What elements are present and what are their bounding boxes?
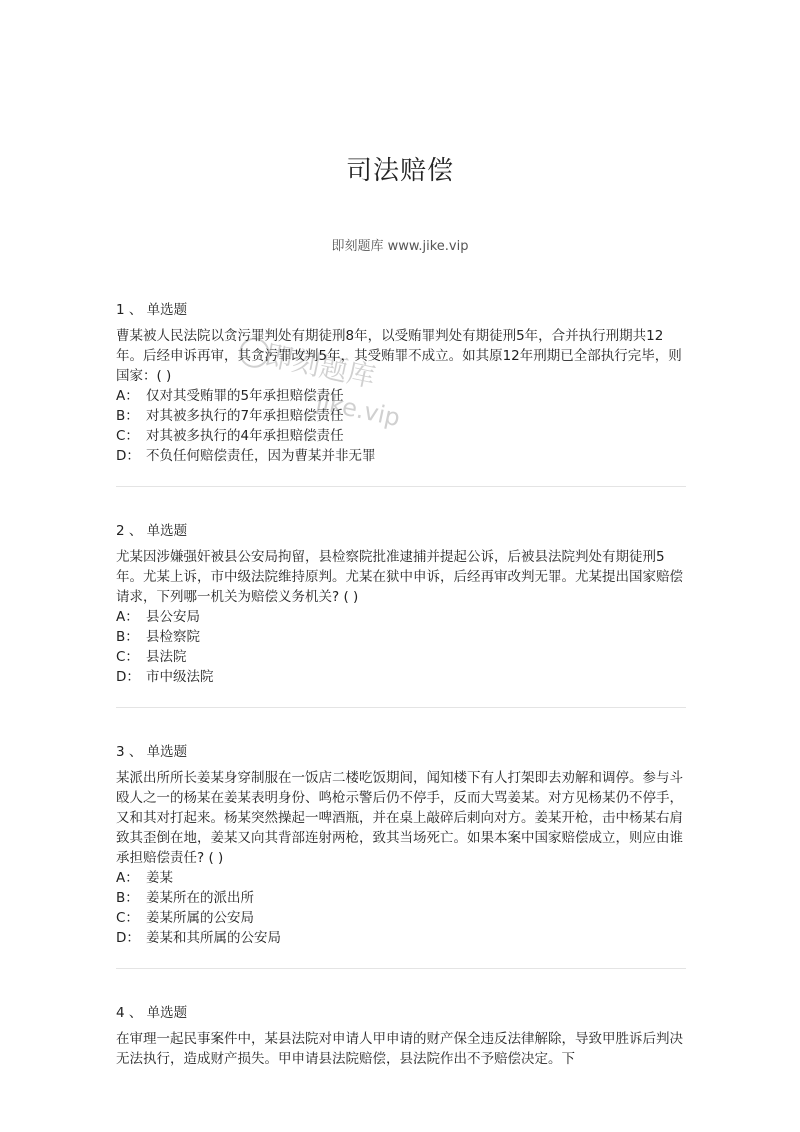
option-letter: B： xyxy=(116,890,139,906)
option-c xyxy=(116,647,686,667)
divider xyxy=(116,707,686,708)
question-text: 某派出所所长姜某身穿制服在一饭店二楼吃饭期间，闻知楼下有人打架即去劝解和调停。参与斗殴人之一的杨某在姜某表明身份、鸣枪示警后仍不停手，反而大骂姜某。对方见杨某仍不停手，又和其对打起来。杨某突然操起一啤酒瓶，并在桌上敲碎后刺向对方。姜某开枪，击中杨某右肩致其歪倒在地，姜某又向其背部连射两枪，致其当场死亡。如果本案中国家赔偿成立，则应由谁承担赔偿责任? ( ) xyxy=(116,770,683,866)
question-list xyxy=(116,300,686,1069)
option-text: 姜某 xyxy=(146,870,173,886)
question-2 xyxy=(116,521,686,687)
option-letter: A： xyxy=(116,388,139,404)
watermark-line2: jike.vip xyxy=(313,387,403,433)
option-text: 仅对其受贿罪的5年承担赔偿责任 xyxy=(146,388,344,404)
divider xyxy=(116,968,686,969)
question-text: 尤某因涉嫌强奸被县公安局拘留，县检察院批准逮捕并提起公诉，后被县法院判处有期徒刑5年。尤某上诉，市中级法院维持原判。尤某在狱中申诉，后经再审改判无罪。尤某提出国家赔偿请求，下列哪一机关为赔偿义务机关? ( ) xyxy=(116,549,683,605)
option-letter: C： xyxy=(116,649,139,665)
option-a xyxy=(116,868,686,888)
option-letter: B： xyxy=(116,629,139,645)
option-text: 县检察院 xyxy=(146,629,200,645)
question-text: 在审理一起民事案件中，某县法院对申请人甲申请的财产保全违反法律解除，导致甲胜诉后判决无法执行，造成财产损失。甲申请县法院赔偿，县法院作出不予赔偿决定。下 xyxy=(116,1031,683,1067)
option-d xyxy=(116,928,686,948)
option-text: 姜某和其所属的公安局 xyxy=(146,930,281,946)
option-d xyxy=(116,446,686,466)
option-b xyxy=(116,406,686,426)
document-subtitle: 即刻题库 www.jike.vip xyxy=(331,239,469,254)
option-text: 县公安局 xyxy=(146,609,200,625)
option-c xyxy=(116,426,686,446)
question-header: 4 、 单选题 xyxy=(116,1005,188,1021)
option-letter: B： xyxy=(116,408,139,424)
option-text: 姜某所在的派出所 xyxy=(146,890,254,906)
question-header: 2 、 单选题 xyxy=(116,523,188,539)
option-text: 县法院 xyxy=(146,649,187,665)
option-text: 市中级法院 xyxy=(146,669,214,685)
option-text: 不负任何赔偿责任，因为曹某并非无罪 xyxy=(146,448,376,464)
option-letter: A： xyxy=(116,609,139,625)
question-4 xyxy=(116,1003,686,1069)
question-header: 1 、 单选题 xyxy=(116,302,188,318)
option-b xyxy=(116,627,686,647)
divider xyxy=(116,486,686,487)
option-a xyxy=(116,607,686,627)
option-letter: D： xyxy=(116,669,140,685)
watermark-line1: 即刻题库 xyxy=(261,338,379,394)
option-letter: C： xyxy=(116,910,139,926)
option-text: 对其被多执行的7年承担赔偿责任 xyxy=(146,408,344,424)
option-letter: C： xyxy=(116,428,139,444)
option-d xyxy=(116,667,686,687)
question-header: 3 、 单选题 xyxy=(116,744,188,760)
option-letter: D： xyxy=(116,448,140,464)
option-text: 对其被多执行的4年承担赔偿责任 xyxy=(146,428,344,444)
document-title: 司法赔偿 xyxy=(345,156,454,186)
option-b xyxy=(116,888,686,908)
option-c xyxy=(116,908,686,928)
question-3 xyxy=(116,742,686,948)
option-a xyxy=(116,386,686,406)
option-letter: A： xyxy=(116,870,139,886)
option-text: 姜某所属的公安局 xyxy=(146,910,254,926)
question-text: 曹某被人民法院以贪污罪判处有期徒刑8年，以受贿罪判处有期徒刑5年，合并执行刑期共12年。后经申诉再审，其贪污罪改判5年，其受贿罪不成立。如其原12年刑期已全部执行完毕，则国家：( ) xyxy=(116,328,682,384)
question-1 xyxy=(116,300,686,466)
option-letter: D： xyxy=(116,930,140,946)
